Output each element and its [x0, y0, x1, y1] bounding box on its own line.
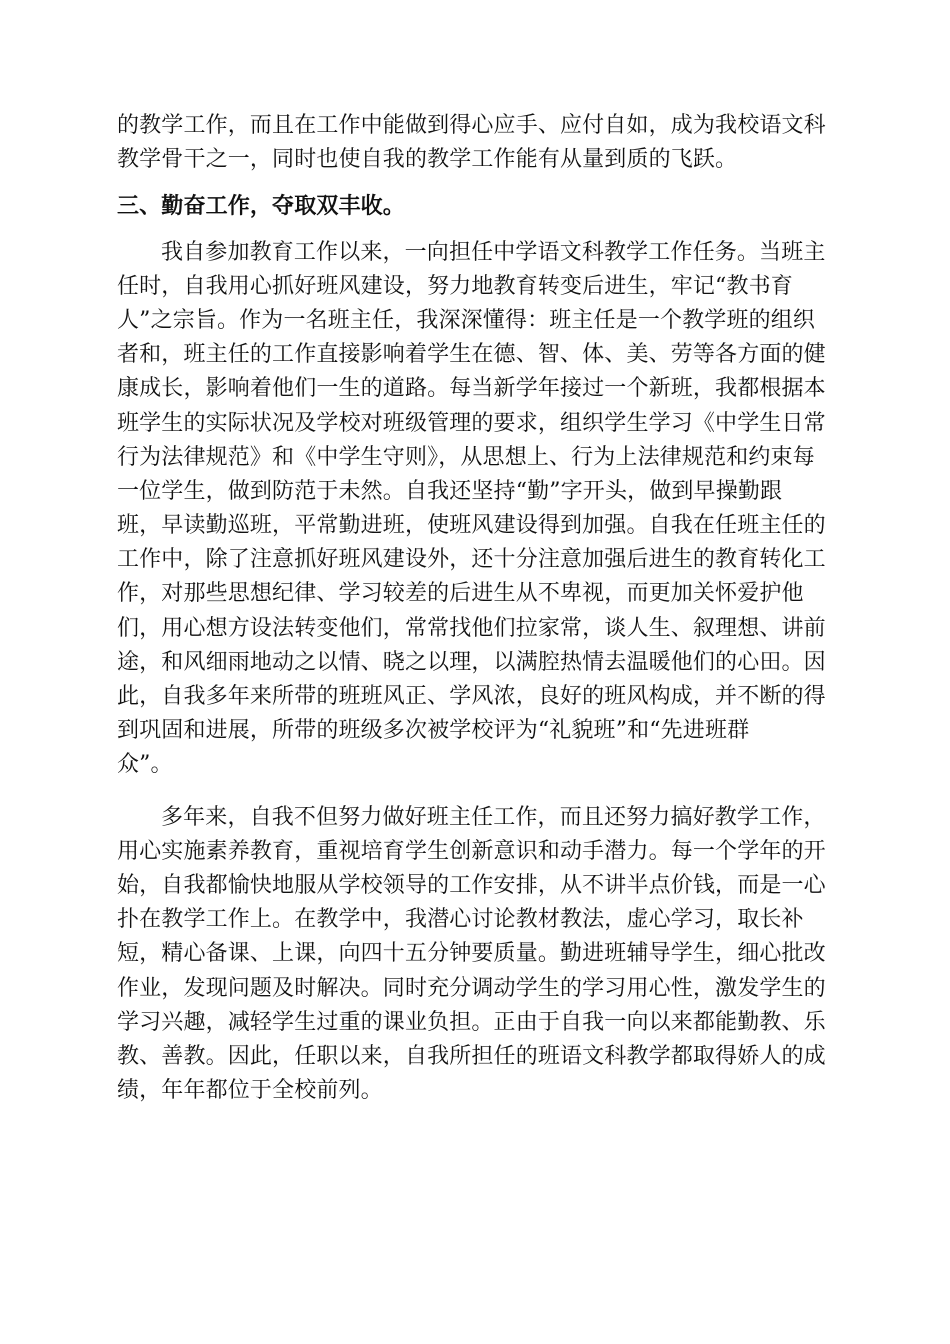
text-line: 学习兴趣，减轻学生过重的课业负担。正由于自我一向以来都能勤教、乐	[117, 1009, 826, 1035]
text-line: 此，自我多年来所带的班班风正、学风浓，良好的班风构成，并不断的得	[117, 684, 826, 709]
text-line: 班，早读勤巡班，平常勤进班，使班风建设得到加强。自我在任班主任的	[117, 513, 826, 539]
text-line: 途，和风细雨地动之以情、晓之以理，以满腔热情去温暖他们的心田。因	[117, 649, 826, 675]
text-line: 作，对那些思想纪律、学习较差的后进生从不卑视，而更加关怀爱护他	[117, 581, 804, 607]
text-line: 作业，发现问题及时解决。同时充分调动学生的学习用心性，激发学生的	[117, 975, 826, 1001]
continuation-paragraph	[117, 109, 833, 177]
text-line: 们，用心想方设法转变他们，常常找他们拉家常，谈人生、叙理想、讲前	[117, 615, 826, 641]
text-line: 始，自我都愉快地服从学校领导的工作安排，从不讲半点价钱，而是一心	[117, 872, 826, 898]
section-heading: 三、勤奋工作，夺取双丰收。	[117, 193, 405, 220]
text-line: 教、善教。因此，任职以来，自我所担任的班语文科教学都取得娇人的成	[117, 1043, 826, 1069]
document-body	[117, 109, 833, 1108]
text-line: 扑在教学工作上。在教学中，我潜心讨论教材教法，虚心学习，取长补	[117, 907, 804, 933]
text-line: 用心实施素养教育，重视培育学生创新意识和动手潜力。每一个学年的开	[117, 838, 826, 864]
text-line: 我自参加教育工作以来，一向担任中学语文科教学工作任务。当班主	[161, 239, 826, 265]
text-line: 教学骨干之一，同时也使自我的教学工作能有从量到质的飞跃。	[117, 147, 738, 173]
text-line: 者和，班主任的工作直接影响着学生在德、智、体、美、劳等各方面的健	[117, 342, 826, 368]
text-line: 行为法律规范》和《中学生守则》，从思想上、行为上法律规范和约束每	[117, 444, 815, 470]
text-line: 多年来，自我不但努力做好班主任工作，而且还努力搞好教学工作，	[161, 804, 826, 830]
paragraph-class-management	[117, 236, 833, 783]
text-line: 众”。	[117, 752, 173, 778]
text-line: 绩，年年都位于全校前列。	[117, 1078, 383, 1104]
text-line: 人”之宗旨。作为一名班主任，我深深懂得：班主任是一个教学班的组织	[117, 307, 816, 333]
text-line: 的教学工作，而且在工作中能做到得心应手、应付自如，成为我校语文科	[117, 113, 826, 138]
paragraph-teaching-work	[117, 801, 833, 1109]
paragraph-spacer	[117, 783, 833, 801]
text-line: 班学生的实际状况及学校对班级管理的要求，组织学生学习《中学生日常	[117, 410, 826, 436]
text-line: 到巩固和进展，所带的班级多次被学校评为“礼貌班”和“先进班群	[117, 718, 750, 744]
text-line: 一位学生，做到防范于未然。自我还坚持“勤”字开头，做到早操勤跟	[117, 478, 783, 504]
text-line: 任时，自我用心抓好班风建设，努力地教育转变后进生，牢记“教书育	[117, 273, 793, 299]
text-line: 短，精心备课、上课，向四十五分钟要质量。勤进班辅导学生，细心批改	[117, 941, 826, 967]
text-line: 康成长，影响着他们一生的道路。每当新学年接过一个新班，我都根据本	[117, 376, 826, 402]
text-line: 工作中，除了注意抓好班风建设外，还十分注意加强后进生的教育转化工	[117, 547, 826, 573]
